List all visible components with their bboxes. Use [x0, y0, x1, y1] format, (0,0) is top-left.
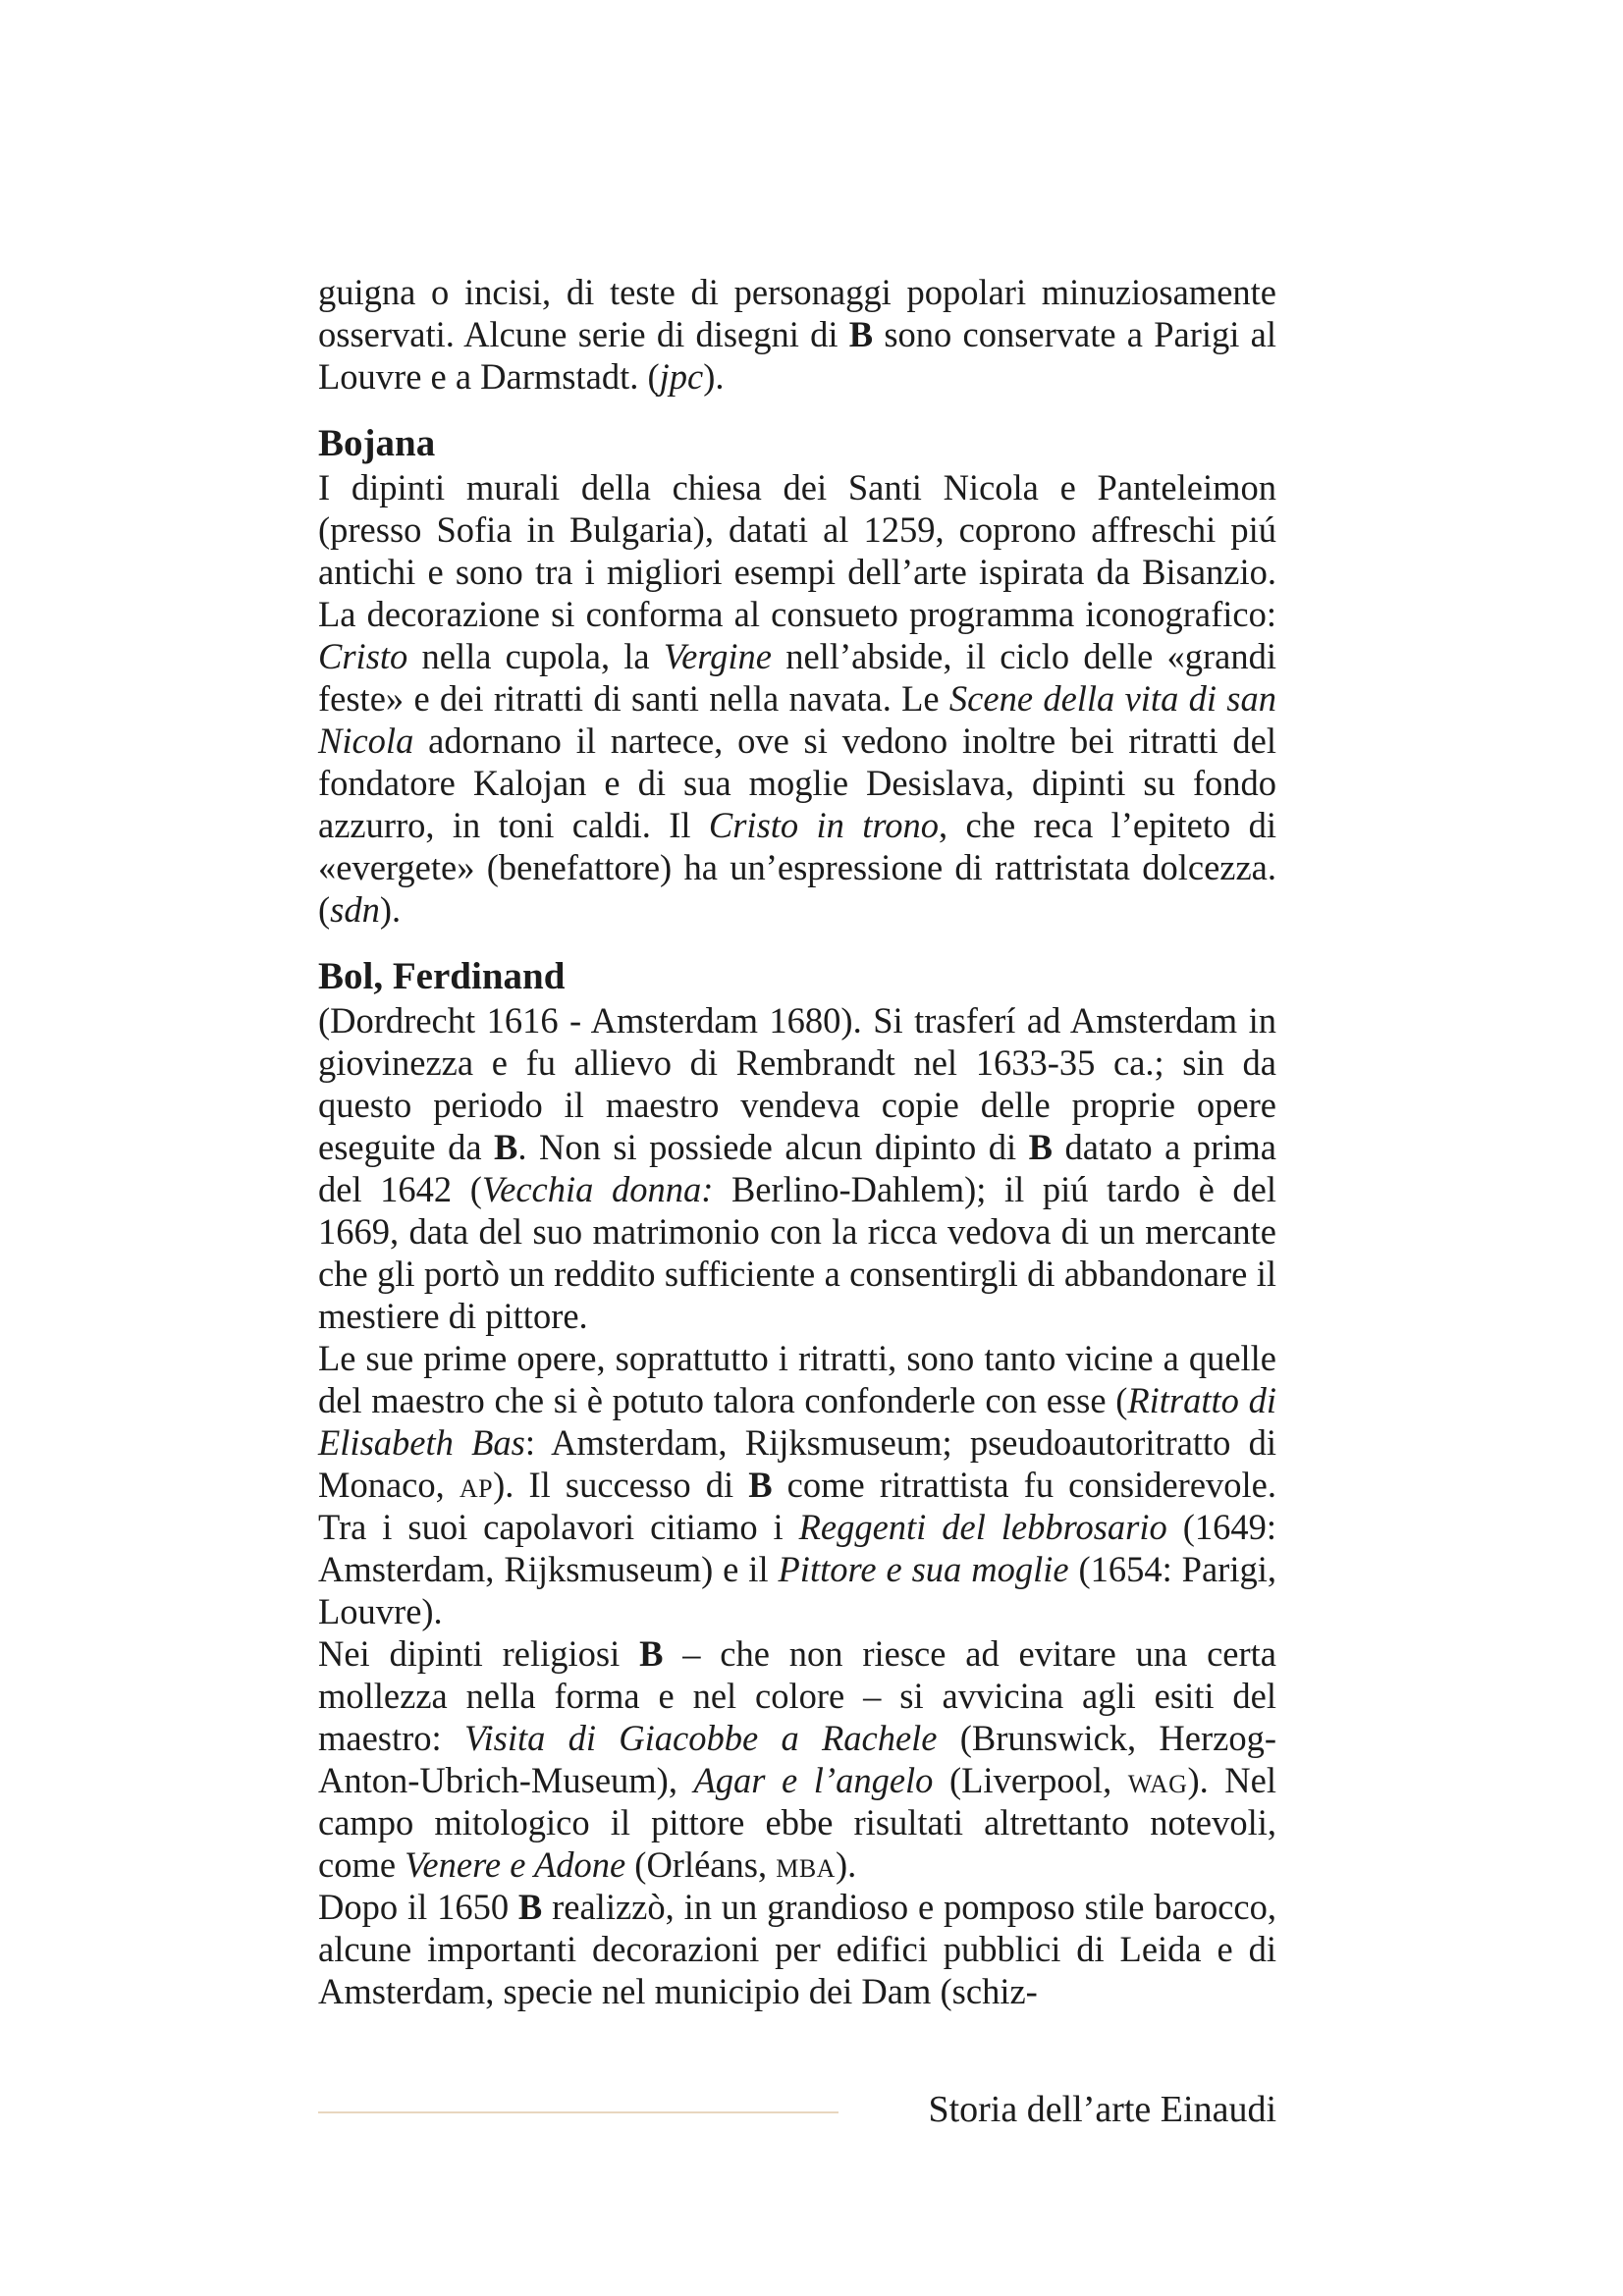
italic-title: Pittore e sua moglie — [778, 1549, 1069, 1589]
bold-abbrev: B — [1028, 1127, 1054, 1167]
footer-title: Storia dell’arte Einaudi — [928, 2089, 1276, 2130]
author-initials: jpc — [659, 356, 704, 397]
italic-title: Vergine — [663, 636, 773, 676]
italic-title: Cristo in trono — [708, 805, 940, 845]
museum-abbrev: wag — [1127, 1760, 1188, 1800]
text: (1649: Amsterdam, Rijksmuseum) e il — [318, 1507, 1277, 1589]
page-body — [318, 271, 1276, 2012]
text: sono conservate a Parigi al Louvre e a Darmstadt. ( — [318, 314, 1276, 397]
text: Le sue prime opere, soprattutto i ritratti, sono tanto vicine a quelle del maestro che si è potuto talora confonderle con esse ( — [318, 1338, 1276, 1420]
text: (1654: Parigi, Louvre). — [318, 1549, 1276, 1631]
italic-title: Venere e Adone — [405, 1844, 626, 1885]
text: Dopo il 1650 — [318, 1887, 518, 1927]
bold-abbrev: B — [517, 1887, 543, 1927]
text: – che non riesce ad evitare una certa mollezza nella forma e nel colore – si avvicina agli esiti del maestro: — [318, 1633, 1277, 1758]
text: ). Il successo di — [493, 1465, 749, 1505]
museum-abbrev: ap — [459, 1465, 494, 1505]
intro-paragraph — [318, 271, 1276, 398]
entry-body-bol-p3 — [318, 1632, 1276, 1886]
museum-abbrev: mba — [776, 1844, 836, 1885]
text: , che reca l’epiteto di «evergete» (benefattore) ha un’espressione di rattristata dolcezza. ( — [318, 805, 1277, 930]
italic-title: Reggenti del lebbrosario — [798, 1507, 1167, 1547]
entry-body-bol-p4 — [318, 1886, 1276, 2012]
text: (Orléans, — [625, 1844, 777, 1885]
text: nella cupola, la — [407, 636, 664, 676]
text: Berlino-Dahlem); il piú tardo è del 1669, data del suo matrimonio con la ricca vedova di un mercante che gli portò un reddito sufficiente a consentirgli di abbandonare il mestiere di pittore. — [318, 1169, 1277, 1336]
entry-heading-bojana: Bojana — [318, 422, 436, 464]
author-initials: sdn — [330, 889, 380, 930]
text: come ritrattista fu considerevole. Tra i suoi capolavori citiamo i — [318, 1465, 1277, 1547]
italic-title: Scene della vita di san Nicola — [318, 678, 1277, 761]
text: (Dordrecht 1616 - Amsterdam 1680). Si trasferí ad Amsterdam in giovinezza e fu allievo di Rembrandt nel 1633-35 ca.; sin da questo periodo il maestro vendeva copie delle proprie opere eseguite da — [318, 1000, 1276, 1167]
text: ). — [379, 889, 402, 930]
text: I dipinti murali della chiesa dei Santi Nicola e Panteleimon (presso Sofia in Bulgaria), datati al 1259, coprono affreschi piú antichi e sono tra i migliori esempi dell’arte ispirata da Bisanzio. La decorazione si conforma al consueto programma iconografico: — [318, 467, 1276, 634]
text: ). Nel campo mitologico il pittore ebbe risultati altrettanto notevoli, come — [318, 1760, 1276, 1885]
italic-title: Cristo — [318, 636, 408, 676]
bold-abbrev: B — [848, 314, 874, 354]
text: (Brunswick, Herzog-Anton-Ubrich-Museum), — [318, 1718, 1276, 1800]
bold-abbrev: B — [639, 1633, 664, 1674]
text: nell’abside, il ciclo delle «grandi feste» e dei ritratti di santi nella navata. Le — [318, 636, 1276, 719]
text: ). — [703, 356, 725, 397]
entry-body-bol-p1 — [318, 999, 1276, 1337]
text: datato a prima del 1642 ( — [318, 1127, 1276, 1209]
italic-title: Agar e l’angelo — [693, 1760, 934, 1800]
entry-heading-bol: Bol, Ferdinand — [318, 955, 566, 997]
text: . Non si possiede alcun dipinto di — [517, 1127, 1029, 1167]
text: guigna o incisi, di teste di personaggi popolari minuziosamente osservati. Alcune serie di disegni di — [318, 272, 1276, 354]
bold-abbrev: B — [748, 1465, 773, 1505]
text: ). — [835, 1844, 857, 1885]
bold-abbrev: B — [494, 1127, 518, 1167]
footer-rule — [318, 2111, 839, 2113]
text: realizzò, in un grandioso e pomposo stile barocco, alcune importanti decorazioni per edifici pubblici di Leida e di Amsterdam, specie nel municipio dei Dam (schiz- — [318, 1887, 1276, 2011]
italic-title: Vecchia donna: — [481, 1169, 714, 1209]
entry-body-bojana — [318, 466, 1276, 931]
text: : Amsterdam, Rijksmuseum; pseudoautoritratto di Monaco, — [318, 1422, 1277, 1505]
entry-body-bol-p2 — [318, 1337, 1276, 1632]
italic-title: Ritratto di Elisabeth Bas — [318, 1380, 1276, 1463]
text: Nei dipinti religiosi — [318, 1633, 640, 1674]
italic-title: Visita di Giacobbe a Rachele — [463, 1718, 938, 1758]
page-footer — [318, 2087, 1276, 2136]
text: (Liverpool, — [933, 1760, 1128, 1800]
text: adornano il nartece, ove si vedono inoltre bei ritratti del fondatore Kalojan e di sua moglie Desislava, dipinti su fondo azzurro, in toni caldi. Il — [318, 721, 1276, 845]
